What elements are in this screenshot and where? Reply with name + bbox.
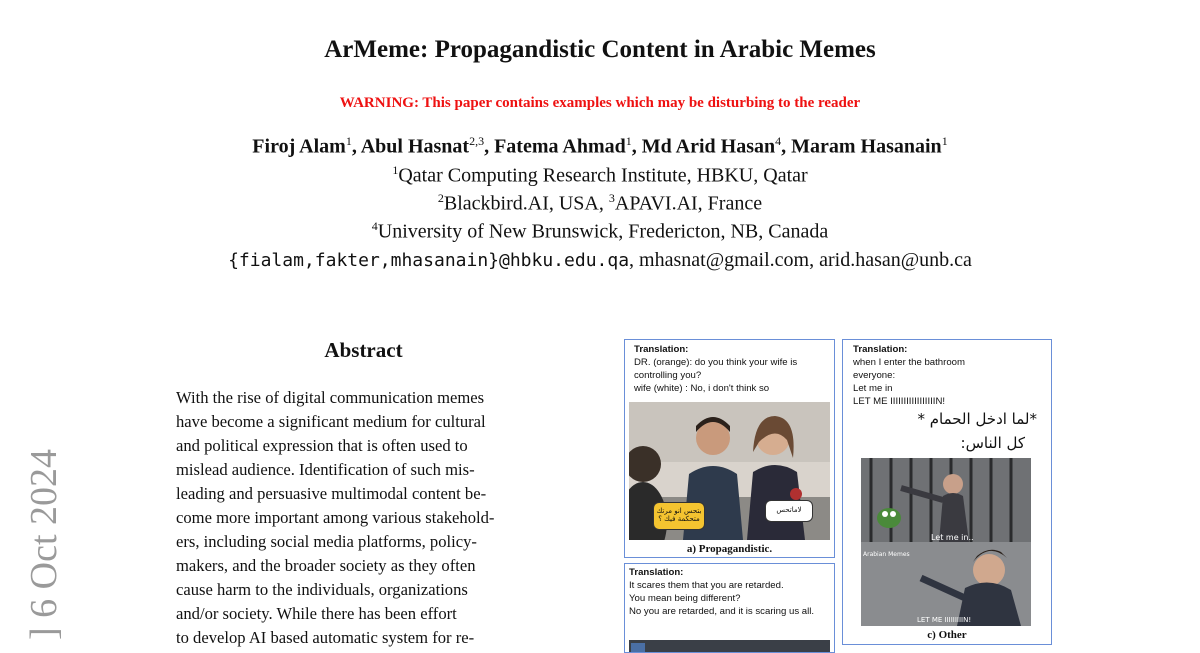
affiliation-4: $^4$University of New Brunswick, Fredericton, NB, Canada [371, 219, 829, 243]
affiliation-2-3: $^2$Blackbird.AI, USA, $^3$APAVI.AI, France [437, 191, 763, 215]
figure-panel-b [624, 563, 835, 653]
abstract-line: have become a significant medium for cultural [176, 412, 486, 431]
panel-a-line: wife (white) : No, i don't think so [634, 383, 770, 394]
panel-c-line: everyone: [853, 370, 896, 381]
panel-a-caption: a) Propagandistic. [686, 543, 773, 555]
panel-b-meme-image [629, 640, 830, 652]
panel-c-line: LET ME IIIIIIIIIIIIIIIIIN! [853, 396, 946, 407]
abstract-line: and political expression that is often used to [176, 436, 468, 455]
panel-c-arabic-caption-1: *لما ادخل الحمام * [917, 410, 1037, 428]
panel-c-line: Let me in [853, 383, 893, 394]
abstract-line: leading and persuasive multimodal content be- [176, 484, 487, 503]
author-separator: , [351, 135, 361, 158]
panel-a-speech-bubble-left: بتحس انو مرتك متحكمة فيك ؟ [653, 502, 705, 530]
paper-title: ArMeme: Propagandistic Content in Arabic Memes [324, 36, 876, 63]
abstract-line: cause harm to the individuals, organizations [176, 580, 468, 599]
abstract-line: come more important among various stakehold- [176, 508, 495, 527]
abstract-line: and/or society. While there has been effort [176, 604, 457, 623]
affiliation-1: $^1$Qatar Computing Research Institute, HBKU, Qatar [392, 163, 808, 187]
author-name: Fatema Ahmad [494, 135, 626, 158]
abstract-heading: Abstract [324, 338, 403, 362]
panel-b-line: No you are retarded, and it is scaring us all. [629, 606, 815, 617]
abstract-line: mislead audience. Identification of such mis- [176, 460, 475, 479]
panel-c-line: when I enter the bathroom [853, 357, 965, 368]
author-name: Md Arid Hasan [641, 135, 776, 158]
figure-panel-c [842, 339, 1052, 645]
panel-a-line: DR. (orange): do you think your wife is [634, 357, 798, 368]
panel-c-image-text-2: LET ME IIIIIIIIIN! [917, 616, 972, 624]
panel-b-line: It scares them that you are retarded. [629, 580, 784, 591]
author-separator: , [781, 135, 792, 158]
abstract-body [176, 386, 551, 650]
panel-c-image-text-1: Let me in.. [931, 533, 974, 542]
author-emails: {fialam,fakter,mhasanain}@hbku.edu.qa, mhasnat@gmail.com, arid.hasan@unb.ca [228, 249, 972, 271]
abstract-line: With the rise of digital communication memes [176, 388, 485, 407]
author-affiliation-mark: 1 [345, 134, 352, 148]
panel-a-line: controlling you? [634, 370, 702, 381]
abstract-line: to develop AI based automatic system for re- [176, 628, 475, 647]
panel-c-translation-label: Translation: [853, 344, 908, 355]
panel-c-caption: c) Other [927, 629, 967, 641]
author-separator: , [484, 135, 495, 158]
author-affiliation-mark: 1 [941, 134, 948, 148]
panel-b-translation-label: Translation: [629, 567, 684, 578]
author-affiliation-mark: 4 [775, 134, 782, 148]
panel-b-line: You mean being different? [629, 593, 741, 604]
abstract-line: ers, including social media platforms, policy- [176, 532, 477, 551]
abstract-line: makers, and the broader society as they often [176, 556, 476, 575]
warning-notice: WARNING: This paper contains examples which may be disturbing to the reader [339, 95, 861, 111]
author-separator: , [631, 135, 642, 158]
panel-a-speech-bubble-right: لاماتحس [765, 500, 813, 522]
panel-c-watermark: Arabian Memes [863, 551, 910, 558]
author-affiliation-mark: 1 [625, 134, 632, 148]
author-list [0, 134, 1200, 159]
panel-c-arabic-caption-2: كل الناس: [960, 434, 1025, 452]
author-name: Firoj Alam [252, 135, 346, 158]
panel-c-meme-image [861, 458, 1031, 626]
figure-panel-a [624, 339, 835, 558]
author-affiliation-mark: 2,3 [469, 134, 485, 148]
author-name: Abul Hasnat [360, 135, 470, 158]
author-name: Maram Hasanain [791, 135, 942, 158]
panel-a-translation-label: Translation: [634, 344, 689, 355]
